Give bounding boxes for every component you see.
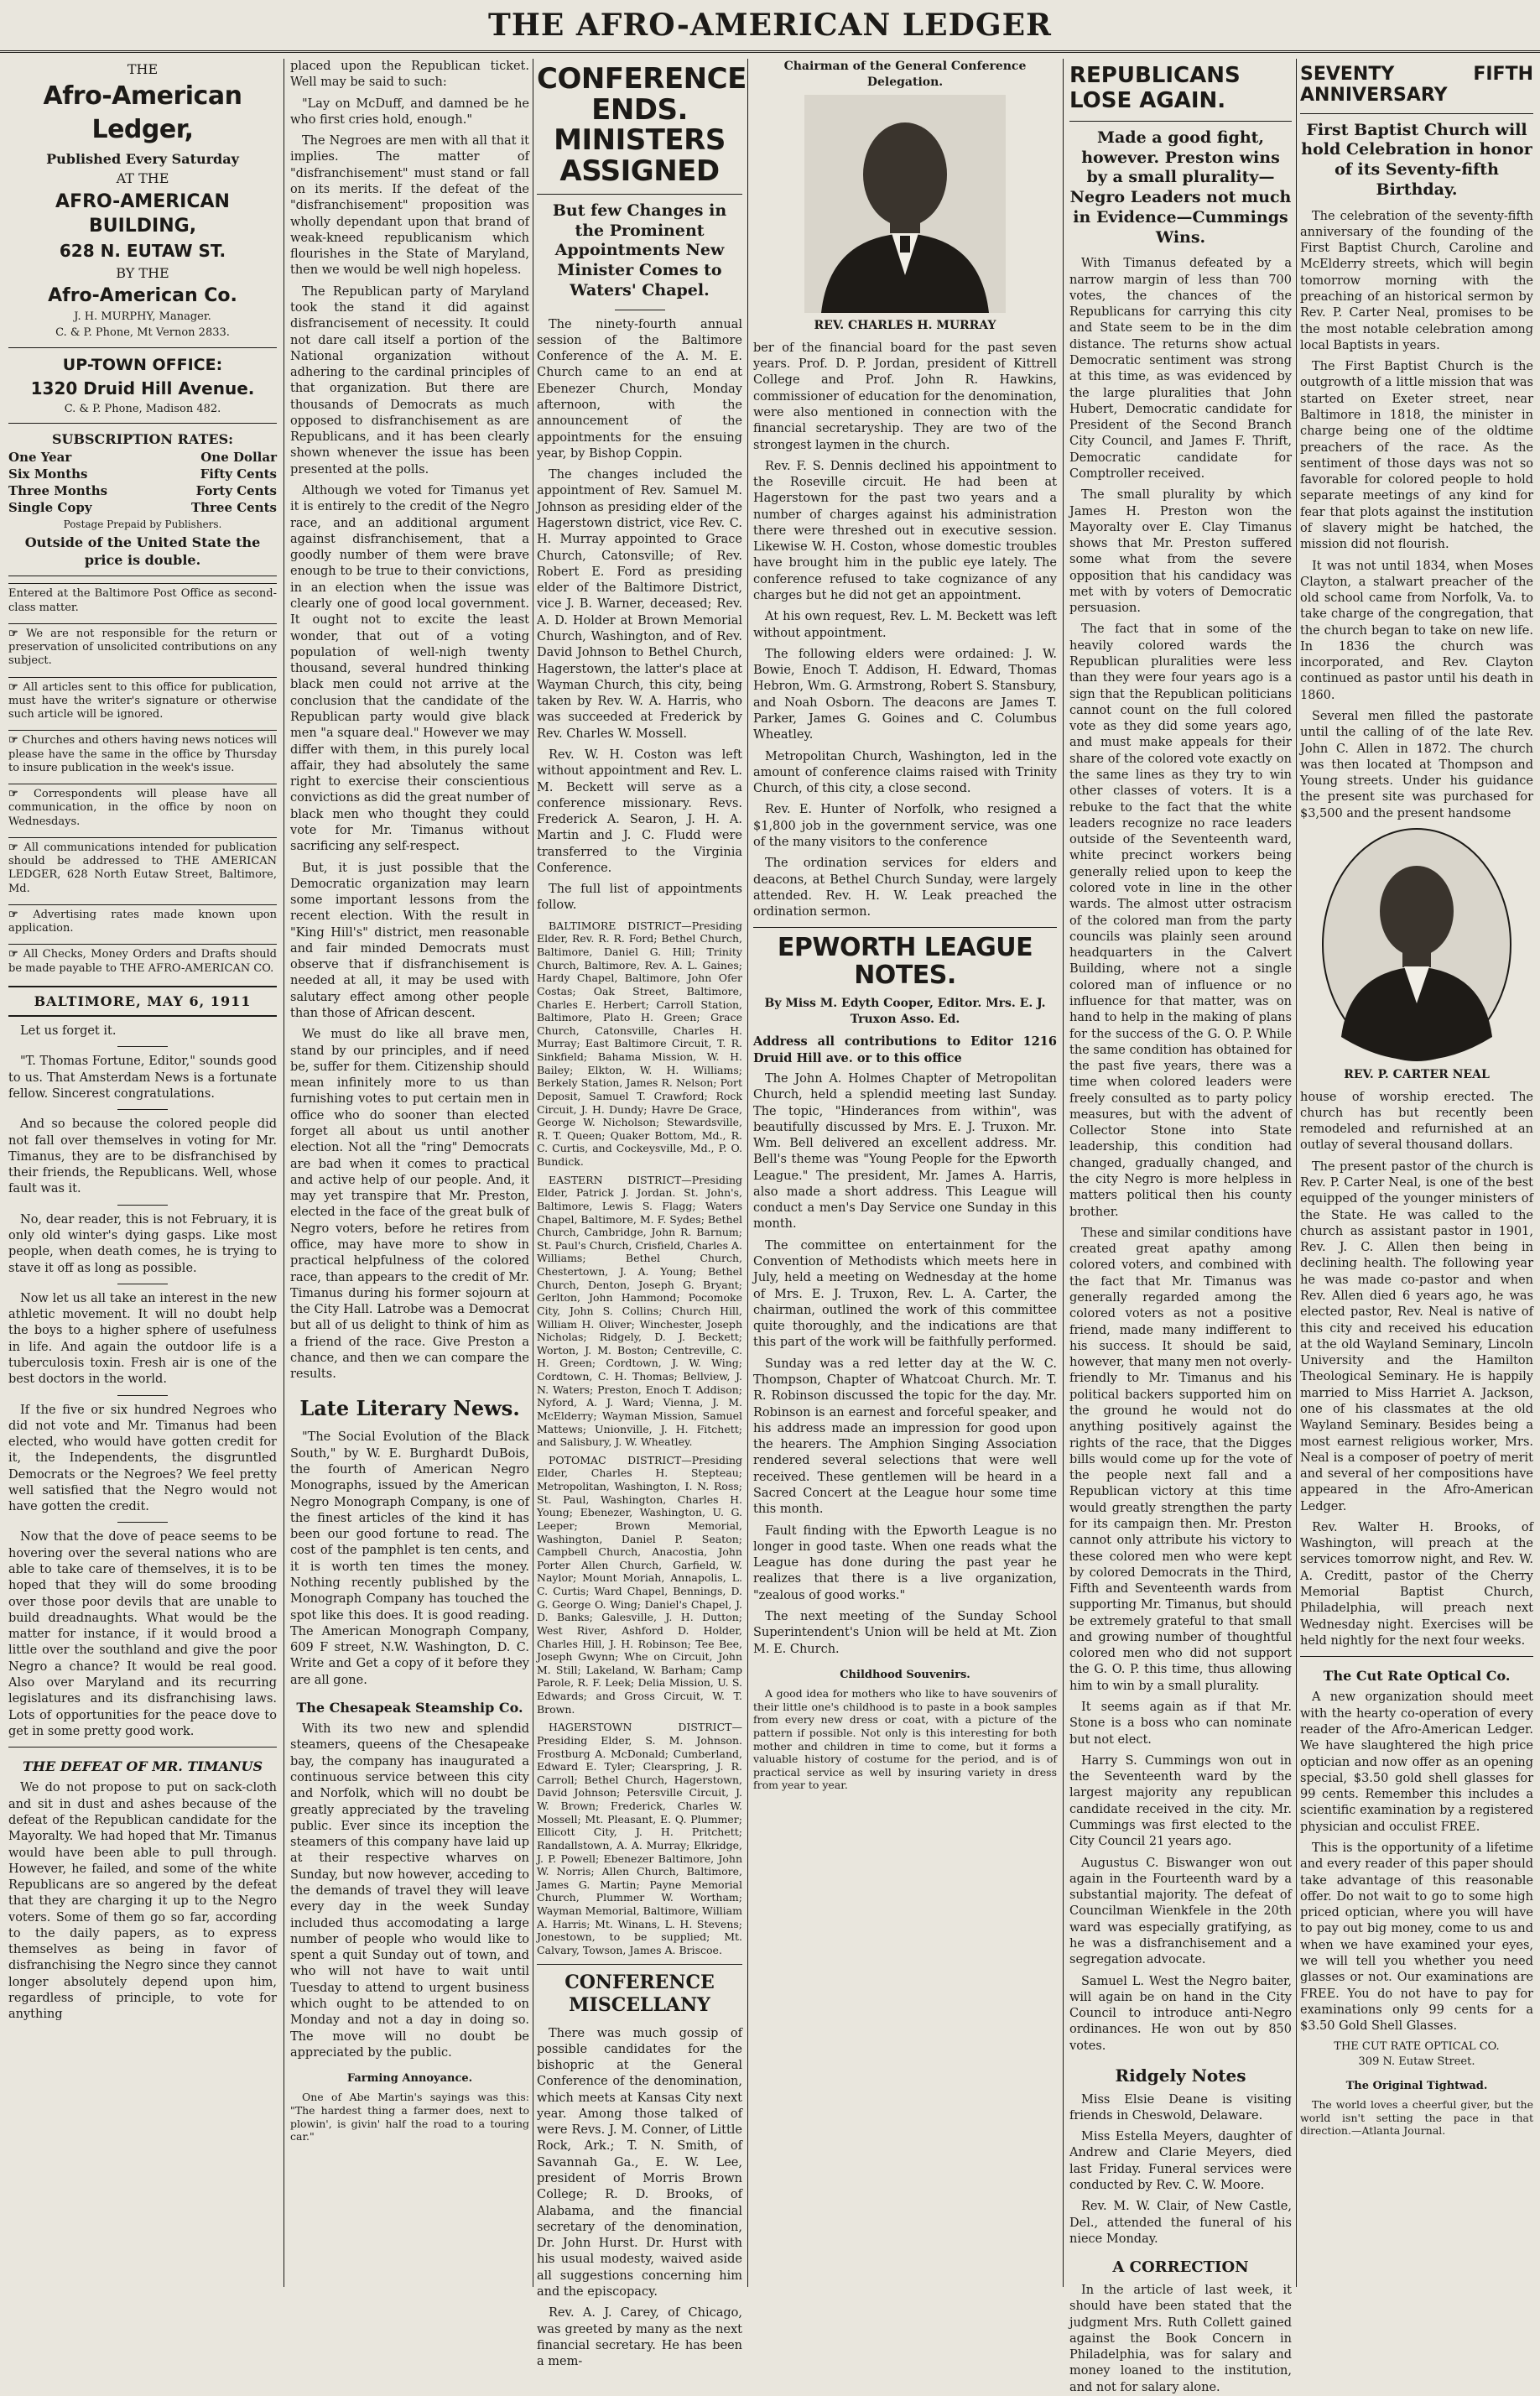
- paragraph: The changes included the appointment of Rev. Samuel M. Johnson as presiding elder of the Hagerstown district, vice Rev. C. H. Murray appointed to Grace Church, Catonsville; of Rev. Robert E. Ford as presiding elder of the Baltimore District, vice J. B. Warner, deceased; Rev. A. D. Holder at Brown Memorial Church, Washington, and of Rev. David Johnson to Bethel Church, Hagerstown, the latter's place at Wayman Church, this city, being taken by Rev. W. A. Harris, who was succeeded at Frederick by Rev. Charles W. Mossell.: [537, 468, 742, 741]
- district-list: POTOMAC DISTRICT—Presiding Elder, Charles H. Stepteau; Metropolitan, Washington, I. N. Ross; St. Paul, Washington, Charles H. Young; Ebenezer, Washington, U. G. Leeper; Brown Memorial, Washington, Daniel P. Seaton; Campbell Church, Anacostia, John Porter Allen Church, Garfield, W. Naylor; Mount Moriah, Annapolis, L. C. Curtis; Ward Chapel, Bennings, D. G. George O. Wing; Daniel's Chapel, J. D. Banks; Galesville, J. H. Dutton; West River, Ashford D. Holder, Charles Hill, J. H. Robinson; Tee Bee, Joseph Gwynn; Whe on Circuit, John M. Still; Lakeland, W. Barham; Camp Parole, R. F. Leek; Delia Mission, U. S. Edwards; and Gross Circuit, W. T. Brown.: [537, 1453, 742, 1716]
- paragraph: The committee on entertainment for the Convention of Methodists which meets here in July, held a meeting on Wednesday at the home of Mrs. E. J. Truxon, Rev. L. A. Carter, the chairman, outlined the work of this committee quite thoroughly, and the indications are that this part of the work will be faithfully performed.: [753, 1238, 1057, 1350]
- paragraph: The next meeting of the Sunday School Superintendent's Union will be held at Mt. Zion M. E. Church.: [753, 1609, 1057, 1656]
- paragraph: These and similar conditions have created great apathy among colored voters, and combined with the fact that Mr. Timanus was generally regarded among the colored voters as not a positive friend, made many indifferent to his success. It should be said, however, that many men not overly-friendly to Mr. Timanus and his political backers supported him on the ground he would not do anything positively against the rights of the race, that the Digges bills would come up for the vote of the people next fall and a Republican victory at this time would greatly strengthen the party for its campaign then. Mr. Preston cannot only attribute his victory to these colored men who were kept by colored Democrats in the Third, Fifth and Seventeenth wards from supporting Mr. Timanus, but should be extremely grateful to that small and growing number of thoughtful colored men who did not support the G. O. P. this time, thus allowing him to win by a small plurality.: [1069, 1226, 1292, 1693]
- district-list: EASTERN DISTRICT—Presiding Elder, Patrick J. Jordan. St. John's, Baltimore, Lewis S. Flagg; Waters Chapel, Baltimore, M. F. Sydes; Bethel Church, Cambridge, John R. Barnum; St. Paul's Church, Crisfield, Charles A. Williams; Bethel Church, Chestertown, J. A. Young; Bethel Church, Denton, Joseph G. Bryant; Gerlton, John Hammond; Pocomoke City, John S. Collins; Church Hill, William H. Oliver; Winchester, Joseph Nicholas; Ridgely, D. J. Beckett; Worton, J. M. Boston; Centreville, C. H. Green; Cordtown, J. W. Wing; Cordtown, C. H. Thomas; Bellview, J. N. Waters; Preston, Enoch T. Addison; Nyford, A. J. Ward; Vienna, J. M. McElderry; Wayman Mission, Samuel Mattews; Unionville, J. H. Fitchett; and Salisbury, J. W. Wheatley.: [537, 1173, 742, 1449]
- paragraph: Miss Elsie Deane is visiting friends in Cheswold, Delaware.: [1069, 2092, 1292, 2123]
- portrait-header: Chairman of the General Conference Delegation.: [783, 60, 1027, 89]
- divider: [117, 1522, 168, 1523]
- paragraph: The small plurality by which James H. Preston won the Mayoralty over E. Clay Timanus shows that Mr. Preston suffered some what from the severe opposition that his candidacy was met with by voters of Democratic persuasion.: [1069, 488, 1292, 616]
- published-line: Published Every Saturday: [46, 151, 239, 168]
- pointing-hand-icon: ☞: [8, 908, 34, 921]
- paragraph: The fact that in some of the heavily colored wards the Republican pluralities were less than they were four years ago is a sign that the Republican politicians cannot count on the full colored vote as they did some years ago, and must make appeals for their share of the colored vote exactly on the same lines as they try to win other classes of voters. It is a rebuke to the fact that the white leaders recognize no race leaders outside of the Seventeenth ward, white precinct workers being generally relied upon to keep the colored vote in line in the other wards. The almost utter ostracism of the colored man from the party councils was plainly seen around headquarters in the Calvert Building, where not a single colored man of influence or no influence for that matter, was on hand to help in the making of plans for the success of the G. O. P. While the same condition has obtained for the past five years, there was a time when colored leaders were freely consulted as to party policy measures, but with the advent of Collector Stone into State leadership, this condition had changed, gradually changed, and the city Negro is more helpless in matters political then his county brother.: [1069, 622, 1292, 1219]
- divider: [8, 423, 277, 424]
- paragraph: The First Baptist Church is the outgrowth of a little mission that was started on Exeter street, near Baltimore in 1818, the minister in charge being one of the oldtime preachers of the race. As the sentiment of those days was not so favorable for colored people to hold separate meetings of any kind for fear that plots against the institution of slavery might be hatched, the mission did not flourish.: [1300, 360, 1533, 552]
- rate-row: Six Months Fifty Cents: [8, 466, 277, 482]
- at-line: AT THE: [116, 170, 169, 187]
- uptown-phone: C. & P. Phone, Madison 482.: [64, 402, 221, 415]
- paragraph: Fault finding with the Epworth League is no longer in good taste. When one reads what the League has done during the past year he realizes that there is a live organization, "zealous of good works.": [753, 1524, 1057, 1602]
- epworth-address: Address all contributions to Editor 1216 Druid Hill ave. or to this office: [753, 1034, 1057, 1065]
- pointing-hand-icon: ☞: [8, 788, 34, 801]
- notice-item: ☞ Churches and others having news notices will please have the same in the office by Thursday to insure publication in the week's issue.: [8, 730, 277, 779]
- paragraph: The following elders were ordained: J. W. Bowie, Enoch T. Addison, H. Edward, Thomas Hebron, Wm. G. Armstrong, Robert S. Stansbury, and Noah Osborn. The deacons are James T. Parker, James G. Goines and C. Columbus Wheatley.: [753, 647, 1057, 742]
- divider: [1069, 121, 1292, 122]
- portrait-image-icon: [1320, 827, 1513, 1062]
- company-line: Afro-American Co.: [48, 284, 237, 306]
- editorial-item: Let us forget it.: [20, 1024, 117, 1039]
- divider: [117, 1109, 168, 1110]
- portrait-caption: REV. CHARLES H. MURRAY: [814, 319, 996, 333]
- paragraph: Rev. Walter H. Brooks, of Washington, will preach at the services tomorrow night, and Rev. W. A. Creditt, pastor of the Cherry Memorial Baptist Church, Philadelphia, will preach next Wednesday night. Exercises will be held nightly for the next four weeks.: [1300, 1520, 1533, 1648]
- defeat-heading: THE DEFEAT OF MR. TIMANUS: [22, 1758, 263, 1775]
- rate-row: Three Months Forty Cents: [8, 483, 277, 499]
- correction-text: In the article of last week, it should have been stated that the judgment Mrs. Ruth Collett gained against the Book Concern in Philadelphia, was for salary and money loaned to the institution, and not for salary alone.: [1069, 2284, 1292, 2394]
- paragraph: The full list of appointments follow.: [537, 883, 742, 913]
- column-rule: [1296, 59, 1297, 2287]
- editorial-item: "T. Thomas Fortune, Editor," sounds good to us. That Amsterdam News is a fortunate fellow. Sincerest congratulations.: [8, 1055, 277, 1101]
- epworth-heading: EPWORTH LEAGUE NOTES.: [777, 933, 1033, 990]
- epworth-byline: By Miss M. Edyth Cooper, Editor. Mrs. E. J. Truxon Asso. Ed.: [764, 997, 1046, 1026]
- paragraph: The ordination services for elders and deacons, at Bethel Church Sunday, were largely attended. Rev. H. W. Leak preached the ordination sermon.: [753, 857, 1057, 919]
- rate-row: One Year One Dollar: [8, 450, 277, 466]
- portrait-image-icon: [804, 95, 1006, 313]
- farming-heading: Farming Annoyance.: [346, 2072, 473, 2086]
- portrait-murray: [753, 95, 1057, 313]
- column-3: [537, 59, 747, 2369]
- paragraph: With Timanus defeated by a narrow margin of less than 700 votes, the chances of the Republicans for carrying this city and State seem to be in the dim distance. The returns show actual Democratic sentiment was strong at this time, as was evidenced by the large pluralities that John Hubert, Democratic candidate for President of the Second Branch City Council, and James F. Thrift, Democratic candidate for Comptroller received.: [1069, 257, 1292, 481]
- paragraph: Augustus C. Biswanger won out again in the Fourteenth ward by a substantial majority. The defeat of Councilman Wienkfele in the 20th ward was especially gratifying, as he was a disfranchisement and a segregation advocate.: [1069, 1856, 1292, 1967]
- editorial-item: No, dear reader, this is not February, it is only old winter's dying gasps. Like most people, when death comes, he is trying to stave it off as long as possible.: [8, 1212, 277, 1275]
- column-2: [290, 59, 529, 2287]
- paragraph: Rev. E. Hunter of Norfolk, who resigned a $1,800 job in the government service, was one of the many visitors to the conference: [753, 803, 1057, 849]
- miscellany-heading: CONFERENCE MISCELLANY: [564, 1971, 715, 2016]
- childhood-heading: Childhood Souvenirs.: [840, 1668, 970, 1681]
- outside-price: Outside of the United State the price is double.: [24, 534, 261, 569]
- paragraph: The Negroes are men with all that it implies. The matter of "disfranchisement" must stand or fall on its merits. If the defeat of the "disfranchisement" proposition was wholly dependant upon that brand of weak-kneed republicanism which flourishes in the State of Maryland, then we would be well nigh hopeless.: [290, 134, 529, 278]
- paragraph: Sunday was a red letter day at the W. C. Thompson, Chapter of Whatcoat Church. Mr. T. R. Robinson discussed the topic for the day. Mr. Robinson is an earnest and forceful speaker, and his address made an impression for good upon the hearers. The Amphion Singing Association rendered several selections that were well received. These gentlemen will be heard in a Sacred Concert at the League hour some time this month.: [753, 1357, 1057, 1517]
- masthead: THE AFRO-AMERICAN LEDGER: [0, 0, 1540, 53]
- anniversary-subhead: First Baptist Church will hold Celebration in honor of its Seventy-fifth Birthday.: [1301, 120, 1532, 199]
- paragraph: The ninety-fourth annual session of the Baltimore Conference of the A. M. E. Church came to an end at Ebenezer Church, Monday afternoon, with the announcement of the appointments for the ensuing year, by Bishop Coppin.: [537, 317, 742, 461]
- pointing-hand-icon: ☞: [8, 948, 23, 961]
- entered-notice: Entered at the Baltimore Post Office as second-class matter.: [8, 583, 277, 618]
- paragraph: The Republican party of Maryland took the stand it did against disfrancisement of necessity. It could not dare call itself a portion of the National organization without adhering to the cardinal principles of that organization. But there are thousands of Democrats as much opposed to disfranchisement as are Republicans, and it has been clearly shown whenever the issue has been presented at the polls.: [290, 284, 529, 477]
- notice-item: ☞ Advertising rates made known upon application.: [8, 904, 277, 940]
- defeat-text: We do not propose to put on sack-cloth and sit in dust and ashes because of the defeat of the Republican candidate for the Mayoralty. We had hoped that Mr. Timanus would have been able to pull through. However, he failed, and some of the white Republicans are so angered by the defeat that they are charging it up to the Negro voters. Some of them go so far, according to the daily papers, as to express themselves as being in favor of disfranchising the Negro since they cannot longer absolutely depend upon him, regardless of principle, to vote for anything: [8, 1781, 277, 2022]
- divider: [117, 1395, 168, 1396]
- rates-heading: SUBSCRIPTION RATES:: [51, 430, 234, 447]
- paragraph: Rev. W. H. Coston was left without appointment and Rev. L. M. Beckett will serve as a conference missionary. Revs. Frederick A. Searon, J. H. A. Martin and J. C. Fludd were transferred to the Virginia Conference.: [537, 747, 742, 875]
- paragraph: Metropolitan Church, Washington, led in the amount of conference claims raised with Trinity Church, of this city, a close second.: [753, 749, 1057, 796]
- paragraph: ber of the financial board for the past seven years. Prof. D. P. Jordan, president of Kittrell College and Prof. John R. Hawkins, commissioner of education for the denomination, were also mentioned in connection with the financial secretaryship. They are two of the strongest laymen in the church.: [753, 341, 1057, 452]
- column-1: [8, 59, 277, 2287]
- divider: [537, 1964, 742, 1965]
- by-line: BY THE: [116, 264, 169, 281]
- pointing-hand-icon: ☞: [8, 841, 24, 854]
- optical-address: 309 N. Eutaw Street.: [1358, 2055, 1475, 2068]
- portrait-neal: [1300, 827, 1533, 1062]
- column-rule: [1063, 59, 1064, 2287]
- paragraph: The present pastor of the church is Rev. P. Carter Neal, is one of the best equipped of the younger ministers of the State. He was called to the church as assistant pastor in 1901, Rev. J. C. Allen then being in declining health. The following year he was made co-pastor and when Rev. Allen died 6 years ago, he was elected pastor, Rev. Neal is native of this city and received his education at the old Wayland Seminary, Lincoln University and the Hamilton Theological Seminary. He is happily married to Miss Harriet A. Jackson, one of his classmates at the old Wayland Seminary. Besides being a most earnest religious worker, Mrs. Neal is a composer of poetry of merit and several of her compositions have appeared in the Afro-American Ledger.: [1300, 1159, 1533, 1513]
- miscellany-text: There was much gossip of possible candidates for the bishopric at the General Conference of the denomination, which meets at Kansas City next year. Among those talked of were Revs. J. M. Conner, of Little Rock, Ark.; T. N. Smith, of Savannah Ga., E. W. Lee, president of Morris Brown College; R. D. Brooks, of Alabama, and the financial secretary of the denomination, Dr. John Hurst. Dr. Hurst with his usual modesty, waived aside all suggestions concerning him and the episcopacy.: [537, 2026, 742, 2299]
- divider: [8, 347, 277, 348]
- ridgely-heading: Ridgely Notes: [1115, 2065, 1246, 2086]
- farming-text: One of Abe Martin's sayings was this: "The hardest thing a farmer does, next to plowin', is givin' half the road to a touring car.": [290, 2091, 529, 2143]
- literary-heading: Late Literary News.: [299, 1395, 520, 1420]
- divider: [1300, 113, 1533, 114]
- optical-heading: The Cut Rate Optical Co.: [1323, 1668, 1511, 1685]
- pointing-hand-icon: ☞: [8, 680, 23, 694]
- paragraph: The celebration of the seventy-fifth anniversary of the founding of the First Baptist Church, Caroline and McElderry streets, which will begin tomorrow morning with the preaching of an historical sermon by Rev. P. Carter Neal, promises to be the most notable celebration among local Baptists in years.: [1300, 209, 1533, 352]
- miscellany-text: Rev. A. J. Carey, of Chicago, was greeted by many as the next financial secretary. He has been a mem-: [537, 2306, 742, 2369]
- steamship-text: With its two new and splendid steamers, queens of the Chesapeake bay, the company has inaugurated a continuous service between this city and Norfolk, which will no doubt be greatly appreciated by the traveling public. Ever since its inception the steamers of this company have laid up at their respective wharves on Sunday, but now however, acceding to the demands of travel they will leave every day in the week Sunday included thus accomodating a large number of people who would like to spent a quit Sunday out of town, and who will not have to wait until Tuesday to attend to urgent business which ought to be attended to on Monday and not a day in doing so. The move will no doubt be appreciated by the public.: [290, 1722, 529, 2060]
- paragraph: The John A. Holmes Chapter of Metropolitan Church, held a splendid meeting last Sunday. The topic, "Hinderances from within", was beautifully discussed by Mrs. E. J. Truxon. Mr. Wm. Bell delivered an excellent address. Mr. Bell's theme was "Young People for the Epworth League." The president, Mr. James A. Harris, also made a short address. This League will conduct a men's Day Service one Sunday in this month.: [753, 1071, 1057, 1232]
- column-rule: [747, 59, 748, 2287]
- tightwad-text: The world loves a cheerful giver, but the world isn't setting the pace in that direction.—Atlanta Journal.: [1300, 2098, 1533, 2138]
- portrait-caption: REV. P. CARTER NEAL: [1344, 1068, 1490, 1081]
- dateline: BALTIMORE, MAY 6, 1911: [8, 986, 277, 1017]
- column-4: [753, 59, 1057, 2287]
- paragraph: A new organization should meet with the hearty co-operation of every reader of the Afro-American Ledger. We have slaughtered the high price optician and now offer as an opening special, $3.50 gold shell glasses for 99 cents. Remember this includes a scientific examination by a registered physician and occulist FREE.: [1300, 1690, 1533, 1834]
- divider: [117, 1046, 168, 1047]
- tightwad-heading: The Original Tightwad.: [1345, 2079, 1488, 2092]
- editorial-item: Now that the dove of peace seems to be hovering over the several nations who are able to take care of themselves, it is to be hoped that they will do some brooding over those poor devils that are unable to build dreadnaughts. What would be the matter for instance, if it would brood a little over the southland and give the poor Negro a chance? It would be real good. Also over Maryland and its recurring legislatures and its disfranchising laws. Lots of opportunities for the peace dove to get in some pretty good work.: [8, 1530, 277, 1738]
- paragraph: Miss Estella Meyers, daughter of Andrew and Clarie Meyers, died last Friday. Funeral services were conducted by Rev. C. W. Moore.: [1069, 2130, 1292, 2192]
- steamship-heading: The Chesapeak Steamship Co.: [296, 1699, 523, 1716]
- paragraph: Although we voted for Timanus yet it is entirely to the credit of the Negro race, and an additional argument against disfranchisement, that a goodly number of them were brave enough to be true to their convictions, in an election when the issue was clearly one of good local government. It ought not to excite the least wonder, that out of a voting population of well-nigh twenty thousand, several hundred thinking black men could not arrive at the conclusion that the candidate of the Republican party would give black men "a square deal." However we may differ with them, in this purely local affair, they had absolutely the same right to exercise their conscientious convictions as did the great number of black men who thought they could vote for Mr. Timanus without sacrificing any self-respect.: [290, 484, 529, 854]
- paragraph: house of worship erected. The church has but recently been remodeled and refurnished at an outlay of several thousand dollars.: [1300, 1090, 1533, 1153]
- editorial-item: And so because the colored people did not fall over themselves in voting for Mr. Timanus, they are to be disfranchised by their friends, the Republicans. Well, whose fault was it.: [8, 1117, 277, 1196]
- paragraph: Rev. M. W. Clair, of New Castle, Del., attended the funeral of his niece Monday.: [1069, 2200, 1292, 2246]
- pointing-hand-icon: ☞: [8, 627, 27, 640]
- editorial-item: If the five or six hundred Negroes who did not vote and Mr. Timanus had been elected, who would have gotten credit for it, the Independents, the disgruntled Democrats or the Negroes? We feel pretty well satisfied that the Negro would not have gotten the credit.: [8, 1403, 277, 1514]
- divider: [8, 1747, 277, 1748]
- childhood-text: A good idea for mothers who like to have souvenirs of their little one's childhood is to paste in a book samples from every new dress or coat, with a picture of the pattern if possible. Not only is this interesting for both mother and children in time to come, but it forms a valuable history of costume for the period, and is of practical service as well by insuring variety in dress from year to year.: [753, 1687, 1057, 1792]
- paragraph: At his own request, Rev. L. M. Beckett was left without appointment.: [753, 610, 1057, 640]
- correction-heading: A CORRECTION: [1112, 2258, 1249, 2277]
- column-6: [1300, 59, 1533, 2287]
- paragraph: This is the opportunity of a lifetime and every reader of this paper should take advantage of this reasonable offer. Do not wait to go to some high priced optician, where you will have to pay out big money, come to us and when we have examined your eyes, we will tell you whether you need glasses or not. Our examinations are FREE. You do not have to pay for examinations only 99 cents for a $3.50 Gold Shell Glasses.: [1300, 1841, 1533, 2034]
- postage-line: Postage Prepaid by Publishers.: [63, 518, 222, 530]
- manager-line: J. H. MURPHY, Manager.: [74, 310, 211, 324]
- notice-item: ☞ Correspondents will please have all communication, in the office by noon on Wednesdays.: [8, 784, 277, 832]
- paragraph: Harry S. Cummings won out in the Seventeenth ward by the largest majority any republican candidate received in the city. Mr. Cummings was first elected to the City Council 21 years ago.: [1069, 1753, 1292, 1849]
- paragraph: Rev. F. S. Dennis declined his appointment to the Roseville circuit. He had been at Hagerstown for the past two years and a number of charges against his administration there were threshed out in executive session. Likewise W. H. Coston, whose domestic troubles have brought him in the public eye lately. The conference refused to take cognizance of any charges but he did not get an appointment.: [753, 459, 1057, 603]
- notice-item: ☞ All articles sent to this office for publication, must have the writer's signature or otherwise such article will be ignored.: [8, 677, 277, 726]
- address-line: 628 N. EUTAW ST.: [59, 241, 226, 262]
- conference-headline: CONFERENCE ENDS. MINISTERS ASSIGNED: [537, 62, 747, 189]
- notice-item: ☞ All communications intended for publication should be addressed to THE AMERICAN LEDGER, 628 North Eutaw Street, Baltimore, Md.: [8, 837, 277, 899]
- editorial-item: Now let us all take an interest in the new athletic movement. It will no doubt help the boys to a higher sphere of usefulness in life. And again the outdoor life is a tuberculosis toxin. Fresh air is one of the best doctors in the world.: [8, 1291, 277, 1387]
- notice-item: ☞ All Checks, Money Orders and Drafts should be made payable to THE AFRO-AMERICAN CO.: [8, 944, 277, 979]
- divider: [537, 194, 742, 195]
- republicans-headline: REPUBLICANS LOSE AGAIN.: [1069, 63, 1241, 113]
- divider: [1300, 1656, 1533, 1657]
- rate-row: Single Copy Three Cents: [8, 499, 277, 515]
- masthead-the: THE: [127, 61, 159, 77]
- uptown-address: 1320 Druid Hill Avenue.: [30, 378, 255, 399]
- optical-signature: THE CUT RATE OPTICAL CO.: [1334, 2040, 1500, 2054]
- divider: [117, 1205, 168, 1206]
- district-list: HAGERSTOWN DISTRICT—Presiding Elder, S. M. Johnson. Frostburg A. McDonald; Cumberland, Edward E. Tyler; Clearspring, J. R. Carroll; Bethel Church, Hagerstown, David Johnson; Petersville Circuit, J. W. Brown; Frederick, Charles W. Mossell; Mt. Pleasant, E. Q. Plummer; Ellicott City, J. H. Pritchett; Randallstown, A. A. Murray; Elkridge, J. P. Powell; Ebenezer Baltimore, John W. Norris; Allen Church, Baltimore, James G. Martin; Payne Memorial Church, Plummer W. Wortham; Wayman Memorial, Baltimore, William A. Harris; Mt. Winans, L. H. Stevens; Jonestown, to be supplied; Mt. Calvary, Towson, James A. Briscoe.: [537, 1721, 742, 1956]
- divider: [753, 927, 1057, 928]
- building-line: AFRO-AMERICAN BUILDING,: [55, 190, 230, 237]
- paragraph: "Lay on McDuff, and damned be he who first cries hold, enough.": [290, 96, 529, 127]
- paragraph: It was not until 1834, when Moses Clayton, a stalwart preacher of the old school came from Norfolk, Va. to take charge of the congregation, that the church began to take on new life. In 1836 the church was incorporated, and Rev. Clayton continued as pastor until his death in 1860.: [1300, 559, 1533, 702]
- notice-item: ☞ We are not responsible for the return or preservation of unsolicited contributions on any subject.: [8, 623, 277, 672]
- district-list: BALTIMORE DISTRICT—Presiding Elder, Rev. R. R. Ford; Bethel Church, Baltimore, Daniel G. Hill; Trinity Church, Baltimore, Rev. A. L. Gaines; Hardy Chapel, Baltimore, John Ofer Costas; Oak Street, Baltimore, Charles E. Herbert; Carroll Station, Baltimore, Plato H. Green; Grace Church, Catonsville, Charles H. Murray; East Baltimore Circuit, T. R. Sinkfield; Bahama Mission, W. H. Bailey; Elkton, W. H. Williams; Berkely Station, James R. Nelson; Port Deposit, Samuel T. Crawford; Rock Circuit, J. H. Dundy; Havre De Grace, George W. Nicholson; Stewardsville, R. T. Queen; Quaker Bottom, Md., R. C. Curtis, and Cockeysville, Md., P. O. Bundick.: [537, 919, 742, 1168]
- paragraph: We must do like all brave men, stand by our principles, and if need be, suffer for them. Citizenship should mean infinitely more to us than furnishing votes to put certain men in office who do sooner than elected forget all about us until another election. Not all the "ring" Democrats are bad when it comes to practical and active help of our people. And, it may yet transpire that Mr. Preston, elected in the face of the great bulk of Negro voters, before he retires from office, may have more to show in practical helpfulness of the colored race, than appears to the credit of Mr. Timanus during his former sojourn at the City Hall. Latrobe was a Democrat but all of us delight to think of him as a friend of the race. Give Preston a chance, and then we can compare the results.: [290, 1028, 529, 1382]
- anniversary-headline: SEVENTY FIFTH ANNIVERSARY: [1300, 64, 1533, 107]
- literary-text: "The Social Evolution of the Black South," by W. E. Burghardt DuBois, the fourth of American Negro Monographs, issued by the American Negro Monograph Company, is one of the finest articles of the kind it has been our good fortune to read. The cost of the pamphlet is ten cents, and it is worth ten times the money. Nothing recently published by the Monograph Company has touched the spot like this does. It is good reading. The American Monograph Company, 609 F street, N.W. Washington, D. C. Write and Get a copy of it before they are all gone.: [290, 1430, 529, 1687]
- paragraph: It seems again as if that Mr. Stone is a boss who can nominate but not elect.: [1069, 1701, 1292, 1747]
- paragraph: But, it is just possible that the Democratic organization may learn some important lessons from the recent election. With the result in "King Hill's" district, men reasonable and fair minded Democrats must observe that if disfranchisement is needed at all, it may be used with salutary effect among other people than those of African descent.: [290, 861, 529, 1021]
- paragraph: Several men filled the pastorate until the calling of of the late Rev. John C. Allen in 1872. The church was then located at Thompson and Young streets. Under his guidance the present site was purchased for $3,500 and the present handsome: [1300, 710, 1533, 820]
- phone-line: C. & P. Phone, Mt Vernon 2833.: [55, 326, 230, 340]
- paragraph: placed upon the Republican ticket. Well may be said to such:: [290, 60, 529, 90]
- pointing-hand-icon: ☞: [8, 734, 23, 747]
- paper-title: Afro-American Ledger,: [43, 81, 242, 145]
- column-5: [1069, 59, 1292, 2394]
- paragraph: Samuel L. West the Negro baiter, will again be on hand in the City Council to introduce anti-Negro ordinances. He won out by 850 votes.: [1069, 1974, 1292, 2053]
- republicans-subhead: Made a good fight, however. Preston wins by a small plurality—Negro Leaders not much in Evidence—Cummings Wins.: [1069, 128, 1292, 247]
- uptown-office: UP-TOWN OFFICE:: [62, 355, 223, 374]
- conference-subhead: But few Changes in the Prominent Appointments New Minister Comes to Waters' Chapel.: [552, 201, 727, 300]
